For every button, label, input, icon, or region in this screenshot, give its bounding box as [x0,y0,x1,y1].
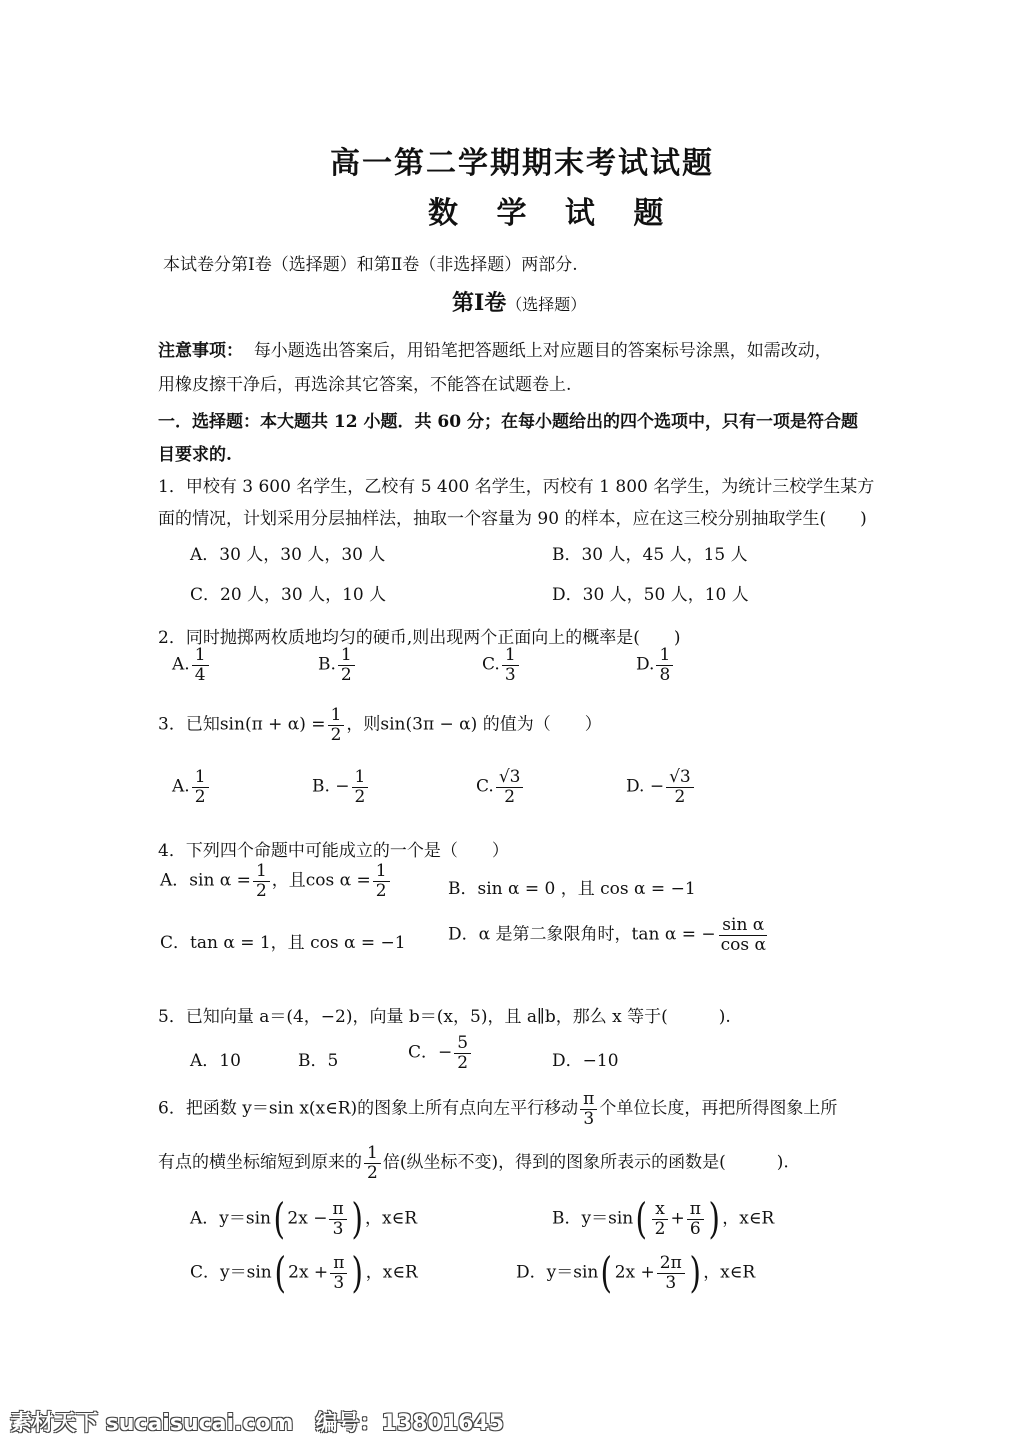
watermark: 素材天下 sucaisucai.com 编号：13801645 [10,1411,504,1436]
q3-suffix: 的值为（ ） [482,714,602,735]
left-paren: ( [273,1194,285,1243]
notice-line-2: 用橡皮擦干净后，再选涂其它答案，不能答在试题卷上. [158,375,572,395]
q3-c-den: 2 [504,786,516,807]
q4-stem: 4．下列四个命题中可能成立的一个是（ ） [158,841,509,861]
q1-stem-2: 面的情况，计划采用分层抽样法，抽取一个容量为 90 的样本，应在这三校分别抽取学生( ) [158,509,867,529]
q5-option-b: B．5 [298,1051,339,1071]
q6-a-fraction [329,1200,346,1238]
q1-stem-1: 1．甲校有 3 600 名学生，乙校有 5 400 名学生，丙校有 1 800 名学生，为统计三校学生某方 [158,477,875,497]
q4-option-a [160,862,392,900]
q6-c-inner: 2x + [288,1262,329,1283]
q4-option-b: B．sin α = 0 ，且 cos α = −1 [448,879,696,899]
left-paren: ( [274,1248,286,1297]
q4-a-expr-1: sin α = [189,870,251,891]
q4-a-num-1: 1 [253,862,270,882]
part1-line-2: 目要求的. [158,445,232,465]
q4-a-den-1: 2 [255,880,267,901]
q6-option-d [516,1248,756,1297]
q2-b-num: 1 [338,646,355,666]
intro-text: 本试卷分第Ⅰ卷（选择题）和第Ⅱ卷（非选择题）两部分. [163,255,578,275]
q4-d-label: D．α 是第二象限角时，tan α = − [448,924,716,945]
q3-d-den: 2 [674,786,686,807]
q1-option-c: C．20 人，30 人，10 人 [190,585,387,605]
q6-b-fraction-2 [687,1200,704,1238]
part1-line-1: 一．选择题：本大题共 12 小题．共 60 分；在每小题给出的四个选项中，只有一项是符合题 [158,412,858,432]
q4-a-fraction-2 [373,862,390,900]
page-title: 高一第二学期期末考试试题 [330,146,714,181]
q1-option-b: B．30 人，45 人，15 人 [552,545,748,565]
notice-text-1: 每小题选出答案后，用铅笔把答题纸上对应题目的答案标号涂黑，如需改动， [253,341,832,361]
q6-c-den: 3 [333,1272,345,1293]
q2-d-num: 1 [656,646,673,666]
q3-mid: ，则 [346,714,381,735]
q6-line2-b: 倍(纵坐标不变)，得到的图象所表示的函数是( ). [382,1152,789,1173]
notice-line-1 [158,336,832,361]
q4-d-fraction [718,916,769,954]
q6-a-post: ，x∈R [365,1208,418,1229]
q5-option-d: D．−10 [552,1051,619,1071]
q3-option-a [172,768,211,806]
q5-option-a: A．10 [190,1051,241,1071]
q2-option-a [172,646,211,684]
q6-line2-a: 有点的横坐标缩短到原来的 [158,1152,362,1173]
q6-d-den: 3 [665,1272,677,1293]
q3-c-num: √3 [496,768,524,788]
q3-d-label: D. − [626,776,665,797]
q4-option-c: C．tan α = 1，且 cos α = −1 [160,933,406,953]
q3-stem [158,706,602,744]
q3-c-label: C. [476,776,494,797]
section-note: （选择题） [506,295,587,314]
q2-d-fraction [656,646,673,684]
q2-b-label: B. [318,654,336,675]
q6-b-inner: + [670,1208,685,1229]
q2-stem: 2．同时抛掷两枚质地均匀的硬币,则出现两个正面向上的概率是( ) [158,628,681,648]
q4-a-num-2: 1 [373,862,390,882]
q6-b-pre: B．y＝sin [552,1208,634,1229]
q3-num: 1 [328,706,345,726]
q6-b-num-1: x [652,1200,668,1220]
q5-c-label: C．− [408,1042,453,1063]
q6-stem-1 [158,1090,837,1128]
left-paren: ( [635,1194,648,1243]
q4-a-den-2: 2 [375,880,387,901]
q6-b-fraction-1 [652,1200,669,1238]
q6-option-b [552,1194,775,1243]
q6-c-post: ，x∈R [365,1262,418,1283]
q3-b-fraction [352,768,369,806]
q2-b-fraction [338,646,355,684]
q6-line1-a: 6．把函数 y＝sin x(x∈R)的图象上所有点向左平行移动 [158,1098,579,1119]
q2-a-label: A. [172,654,190,675]
q6-d-pre: D．y＝sin [516,1262,599,1283]
q2-a-fraction [192,646,209,684]
q6-stem-2 [158,1144,789,1182]
q4-a-label: A． [160,870,190,891]
q6-a-inner: 2x − [287,1208,328,1229]
q3-fraction [328,706,345,744]
q3-option-b [312,768,370,806]
q6-line2-den: 2 [367,1162,378,1183]
right-paren: ) [351,1248,364,1297]
q6-line2-num: 1 [364,1144,381,1164]
section-heading [452,286,586,317]
q1-option-a: A．30 人，30 人，30 人 [190,545,386,565]
q2-d-label: D. [636,654,655,675]
q6-d-post: ，x∈R [703,1262,756,1283]
q2-c-den: 3 [504,664,516,685]
q2-a-den: 4 [194,664,206,685]
q6-a-pre: A．y＝sin [190,1208,271,1229]
q6-c-fraction [330,1254,347,1292]
q3-option-d [626,768,696,806]
q2-option-c [482,646,521,684]
q5-c-fraction [454,1034,471,1072]
q2-option-b [318,646,357,684]
q3-b-den: 2 [354,786,366,807]
q6-line1-den: 3 [583,1108,595,1129]
page-subtitle: 数 学 试 题 [428,196,678,231]
q6-a-num: π [329,1200,346,1220]
q6-d-fraction [657,1254,685,1292]
section-label: 第Ⅰ卷 [452,290,507,316]
right-paren: ) [708,1194,720,1243]
q6-line1-b: 个单位长度，再把所得图象上所 [599,1098,838,1119]
q6-line2-fraction [364,1144,381,1182]
q6-line1-fraction [580,1090,597,1128]
q4-d-num: sin α [719,916,767,936]
q5-c-num: 5 [454,1034,471,1054]
notice-label: 注意事项： [158,341,243,361]
q2-option-d [636,646,675,684]
q3-a-label: A. [172,776,190,797]
q2-d-den: 8 [659,664,671,685]
q3-expr-1: sin(π + α) = [219,714,326,735]
q6-d-inner: 2x + [614,1262,655,1283]
q4-d-den: cos α [720,934,766,955]
q6-d-num: 2π [657,1254,685,1274]
q3-a-fraction [192,768,209,806]
q3-b-num: 1 [352,768,369,788]
q3-a-den: 2 [194,786,206,807]
q5-option-c [408,1034,473,1072]
q4-a-expr-2: cos α = [305,870,371,891]
q6-a-den: 3 [332,1218,344,1239]
right-paren: ) [689,1248,701,1297]
q3-expr-2: sin(3π − α) [380,714,478,735]
q3-option-c [476,768,525,806]
q6-b-num-2: π [687,1200,704,1220]
q3-c-fraction [496,768,524,806]
q3-b-label: B. − [312,776,350,797]
q5-stem: 5．已知向量 a＝(4，−2)，向量 b＝(x，5)，且 a∥b，那么 x 等于( ). [158,1007,731,1027]
q6-option-c [190,1248,418,1297]
left-paren: ( [600,1248,613,1297]
right-paren: ) [351,1194,363,1243]
q3-prefix: 3．已知 [158,714,220,735]
q3-d-fraction [666,768,694,806]
q2-b-den: 2 [340,664,352,685]
q6-option-a [190,1194,418,1243]
q6-b-den-2: 6 [689,1218,701,1239]
q2-a-num: 1 [192,646,209,666]
q5-c-den: 2 [457,1052,469,1073]
q6-b-post: ，x∈R [722,1208,775,1229]
q3-a-num: 1 [192,768,209,788]
q6-b-den-1: 2 [654,1218,666,1239]
q2-c-fraction [502,646,519,684]
q1-option-d: D．30 人，50 人，10 人 [552,585,749,605]
q4-a-fraction-1 [253,862,270,900]
q2-c-num: 1 [502,646,519,666]
q4-option-d [448,916,771,954]
q6-c-pre: C．y＝sin [190,1262,272,1283]
q3-den: 2 [330,724,342,745]
q6-line1-num: π [580,1090,597,1110]
q2-c-label: C. [482,654,500,675]
q6-c-num: π [330,1254,347,1274]
q4-a-mid: ，且 [271,870,306,891]
q3-d-num: √3 [666,768,694,788]
